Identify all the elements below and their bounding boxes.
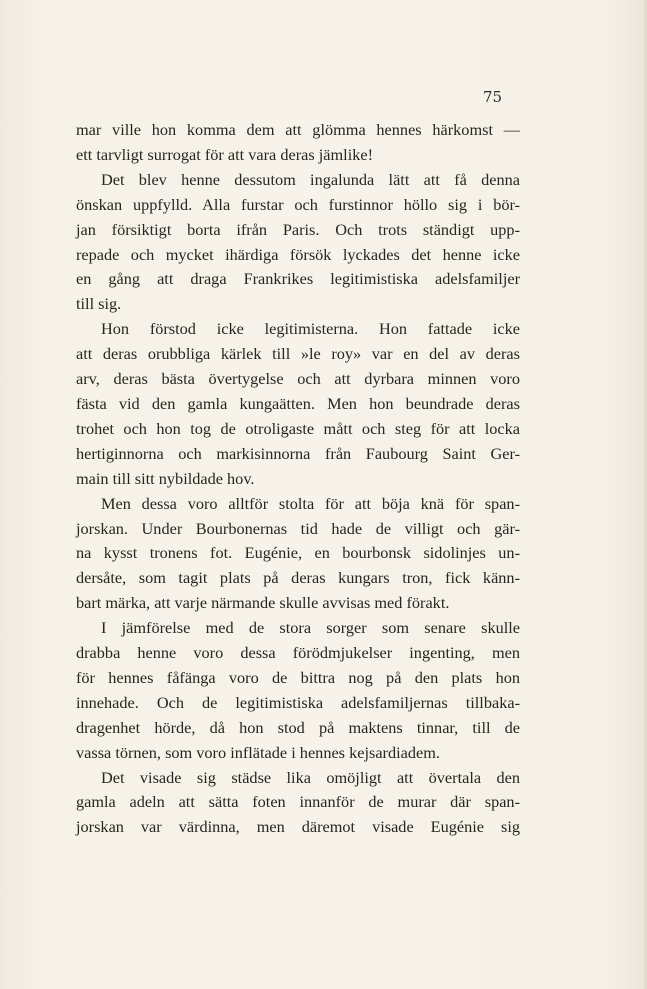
text-line: fästa vid den gamla kungaätten. Men hon beundrade deras — [76, 393, 520, 413]
text-line: main till sitt nybildade hov. — [76, 468, 255, 488]
text-line: Men dessa voro alltför stolta för att böja knä för span- — [101, 493, 520, 513]
text-line: Det visade sig städse lika omöjligt att övertala den — [101, 767, 520, 787]
text-line: bart märka, att varje närmande skulle avvisas med förakt. — [76, 593, 450, 613]
text-line: till sig. — [76, 294, 122, 314]
text-line: gamla adeln att sätta foten innanför de murar där span- — [76, 792, 520, 812]
text-line: repade och mycket ihärdiga försök lyckades det henne icke — [76, 244, 520, 264]
text-line: Det blev henne dessutom ingalunda lätt att få denna — [101, 169, 520, 189]
text-line: för hennes fåfänga voro de bittra nog på den plats hon — [76, 667, 520, 687]
text-line: hertiginnorna och markisinnorna från Faubourg Saint Ger- — [76, 443, 520, 463]
text-line: jorskan. Under Bourbonernas tid hade de villigt och gär- — [76, 518, 520, 538]
page-number: 75 — [483, 88, 503, 106]
text-line: arv, deras bästa övertygelse och att dyrbara minnen voro — [76, 369, 520, 389]
text-line: innehade. Och de legitimistiska adelsfamiljernas tillbaka- — [76, 692, 520, 712]
body-text — [76, 118, 520, 840]
text-line: mar ville hon komma dem att glömma hennes härkomst — — [76, 120, 520, 139]
text-line: vassa törnen, som voro inflätade i hennes kejsardiadem. — [76, 742, 440, 762]
text-line: dersåte, som tagit plats på deras kungars tron, fick känn- — [76, 568, 520, 588]
text-line: jan försiktigt borta ifrån Paris. Och trots ständigt upp- — [76, 219, 520, 239]
text-line: jorskan var värdinna, men däremot visade Eugénie sig — [76, 817, 520, 837]
text-line: en gång att draga Frankrikes legitimistiska adelsfamiljer — [76, 269, 520, 289]
text-line: önskan uppfylld. Alla furstar och furstinnor höllo sig i bör- — [76, 194, 520, 214]
text-line: na kysst tronens fot. Eugénie, en bourbonsk sidolinjes un- — [76, 543, 520, 563]
text-line: dragenhet hörde, då hon stod på maktens tinnar, till de — [76, 717, 520, 737]
text-line: drabba henne voro dessa förödmjukelser ingenting, men — [76, 643, 520, 663]
text-line: trohet och hon tog de otroligaste mått och steg för att locka — [76, 418, 520, 438]
text-line: ett tarvligt surrogat för att vara deras jämlike! — [76, 144, 374, 164]
text-line: att deras orubbliga kärlek till »le roy» var en del av deras — [76, 344, 520, 364]
text-line: Hon förstod icke legitimisterna. Hon fattade icke — [101, 319, 520, 339]
text-line: I jämförelse med de stora sorger som senare skulle — [101, 618, 520, 638]
